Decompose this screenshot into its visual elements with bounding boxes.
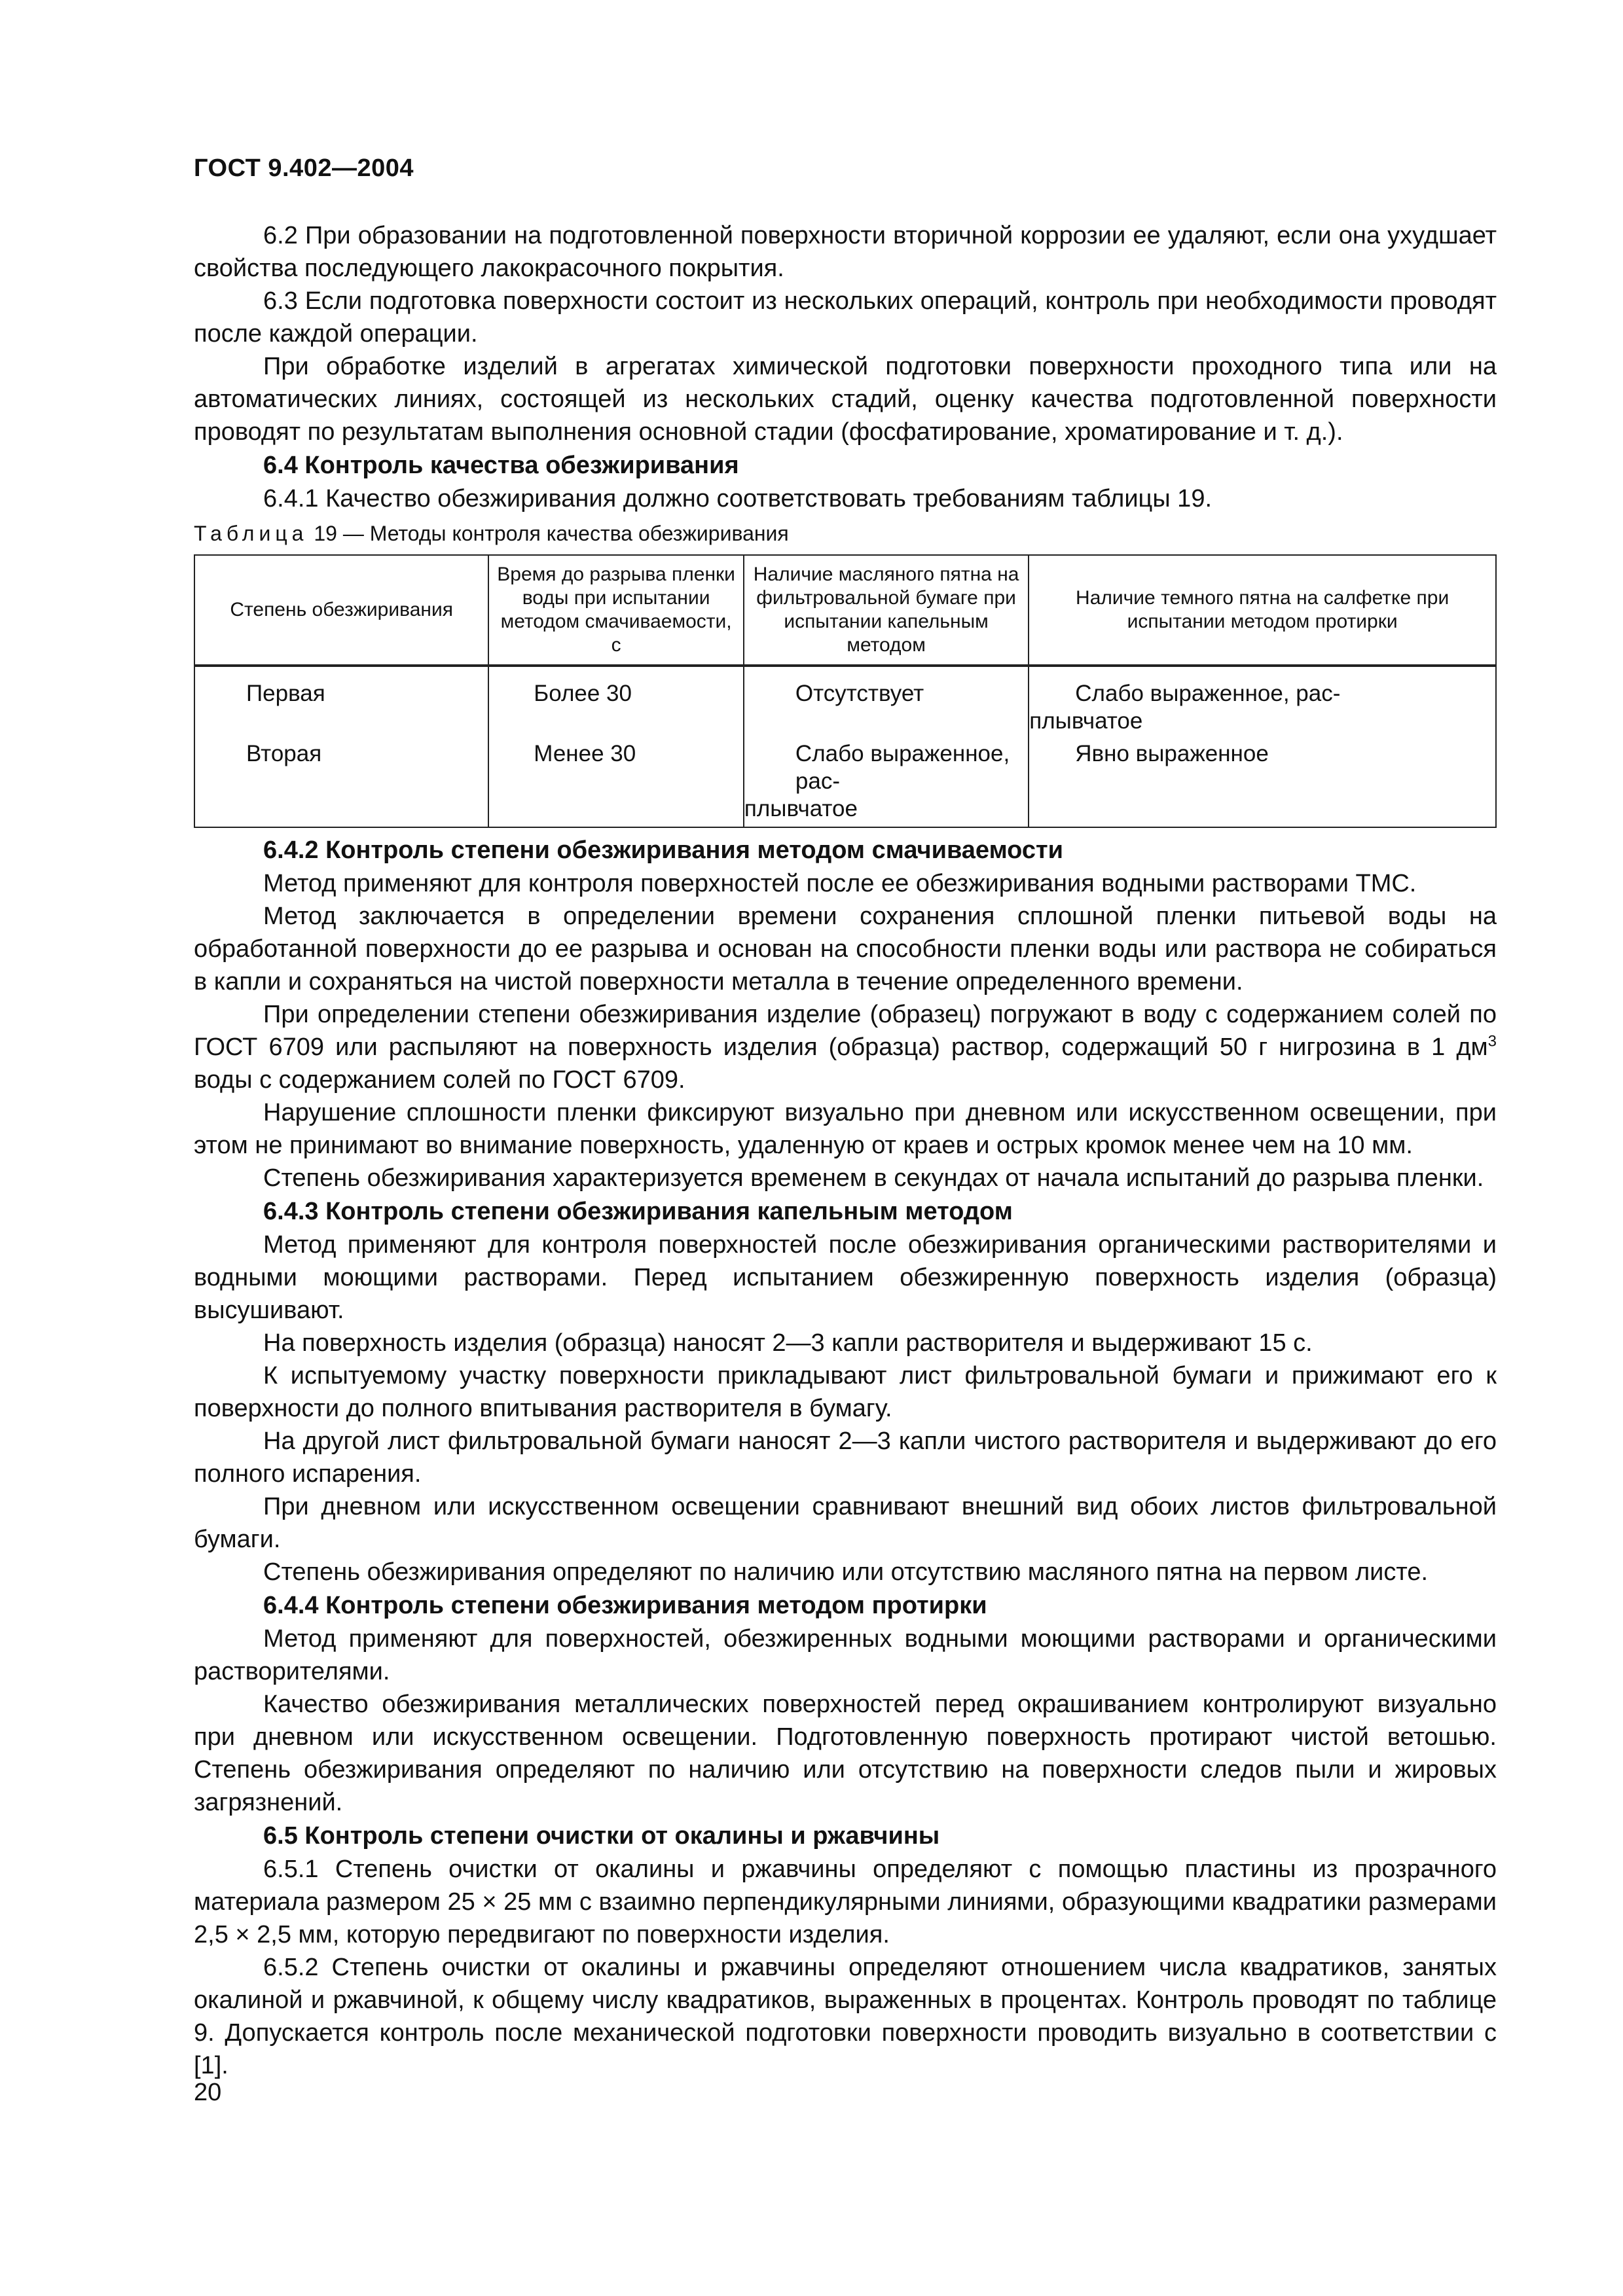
table-cell: Отсутствует [744, 666, 1029, 735]
table-cell-line: Слабо выраженное, рас- [795, 741, 1010, 794]
paragraph-nigrozin [194, 998, 1497, 1096]
text-run: При определении степени обезжиривания изделие (образец) погружают в воду с содержанием солей по ГОСТ 6709 или распыляют на поверхность изделия (образца) раствор, содержащий 50 г нигрозина в 1 дм [194, 1001, 1497, 1061]
paragraph: Качество обезжиривания металлических поверхностей перед окрашиванием контролируют визуально при дневном или искусственном освещении. Подготовленную поверхность протирают чистой ветошью. Степень обезжиривания определяют по наличию или отсутствию на поверхности следов пыли и жировых загрязнений. [194, 1691, 1497, 1816]
table-cell: Первая [194, 666, 488, 735]
paragraph: Нарушение сплошности пленки фиксируют визуально при дневном или искусственном освещении, при этом не принимают во внимание поверхность, удаленную от краев и острых кромок менее чем на 10 мм. [194, 1099, 1497, 1159]
table-cell: Явно выраженное [1029, 735, 1496, 827]
table-cell [744, 735, 1029, 827]
paragraph: На другой лист фильтровальной бумаги наносят 2—3 капли чистого растворителя и выдерживают до его полного испарения. [194, 1427, 1497, 1488]
page-number: 20 [194, 2079, 222, 2106]
section-heading-6-4: 6.4 Контроль качества обезжиривания [263, 452, 739, 479]
paragraph-6-3: 6.3 Если подготовка поверхности состоит из нескольких операций, контроль при необходимости проводят после каждой операции. [194, 287, 1497, 348]
table-19 [194, 554, 1497, 828]
table-header-row [194, 555, 1496, 666]
table-cell: Менее 30 [488, 735, 744, 827]
page [194, 154, 1497, 2082]
superscript: 3 [1487, 1032, 1497, 1050]
section-heading-6-5: 6.5 Контроль степени очистки от окалины и ржавчины [263, 1822, 940, 1850]
table-header-cell: Степень обезжиривания [194, 555, 488, 666]
table-row [194, 735, 1496, 827]
table-cell-line: плывчатое [744, 796, 858, 821]
paragraph: Степень обезжиривания характеризуется временем в секундах от начала испытаний до разрыва пленки. [263, 1164, 1484, 1192]
table-header-cell: Время до разрыва пленки воды при испытании методом смачиваемости, с [488, 555, 744, 666]
table-cell: Вторая [194, 735, 488, 827]
paragraph-agregaty: При обработке изделий в агрегатах химической подготовки поверхности проходного типа или на автоматических линиях, состоящей из нескольких стадий, оценку качества подготовленной поверхности проводят по результатам выполнения основной стадии (фосфатирование, хроматирование и т. д.). [194, 353, 1497, 446]
table-cell-line: Слабо выраженное, рас- [1075, 681, 1341, 706]
table-caption [194, 516, 1497, 550]
table-cell: Более 30 [488, 666, 744, 735]
paragraph-6-2: 6.2 При образовании на подготовленной поверхности вторичной коррозии ее удаляют, если она ухудшает свойства последующего лакокрасочного покрытия. [194, 222, 1497, 282]
section-heading-6-4-4: 6.4.4 Контроль степени обезжиривания методом протирки [263, 1592, 987, 1619]
paragraph: На поверхность изделия (образца) наносят 2—3 капли растворителя и выдерживают 15 с. [263, 1329, 1313, 1357]
table-cell [1029, 666, 1496, 735]
paragraph: Метод применяют для контроля поверхностей после ее обезжиривания водными растворами ТМС. [263, 870, 1417, 897]
table-cell-line: плывчатое [1029, 708, 1143, 734]
table-header-cell: Наличие масляного пятна на фильтровальной бумаге при испытании капельным методом [744, 555, 1029, 666]
paragraph-6-5-2: 6.5.2 Степень очистки от окалины и ржавчины определяют отношением числа квадратиков, занятых окалиной и ржавчиной, к общему числу квадратиков, выраженных в процентах. Контроль проводят по таблице 9. Допускается контроль после механической подготовки поверхности проводить визуально в соответствии с [1]. [194, 1954, 1497, 2079]
section-heading-6-4-2: 6.4.2 Контроль степени обезжиривания методом смачиваемости [263, 836, 1063, 864]
section-heading-6-4-3: 6.4.3 Контроль степени обезжиривания капельным методом [263, 1198, 1013, 1225]
table-header-cell: Наличие темного пятна на салфетке при испытании методом протирки [1029, 555, 1496, 666]
document-header: ГОСТ 9.402—2004 [194, 154, 414, 182]
text-run: воды с содержанием солей по ГОСТ 6709. [194, 1066, 685, 1094]
paragraph-6-4-1: 6.4.1 Качество обезжиривания должно соответствовать требованиям таблицы 19. [263, 485, 1213, 512]
paragraph: Степень обезжиривания определяют по наличию или отсутствию масляного пятна на первом листе. [263, 1558, 1429, 1586]
paragraph: Метод применяют для контроля поверхностей после обезжиривания органическими растворителями и водными моющими растворами. Перед испытанием обезжиренную поверхность изделия (образца) высушивают. [194, 1231, 1497, 1324]
table-row [194, 666, 1496, 735]
table-caption-title: 19 — Методы контроля качества обезжиривания [308, 522, 789, 545]
paragraph-6-5-1: 6.5.1 Степень очистки от окалины и ржавчины определяют с помощью пластины из прозрачного материала размером 25 × 25 мм с взаимно перпендикулярными линиями, образующими квадратики размерами 2,5 × 2,5 мм, которую передвигают по поверхности изделия. [194, 1856, 1497, 1948]
paragraph: При дневном или искусственном освещении сравнивают внешний вид обоих листов фильтровальной бумаги. [194, 1493, 1497, 1553]
paragraph: Метод применяют для поверхностей, обезжиренных водными моющими растворами и органическими растворителями. [194, 1625, 1497, 1685]
paragraph: Метод заключается в определении времени сохранения сплошной пленки питьевой воды на обработанной поверхности до ее разрыва и основан на способности пленки воды или раствора не собираться в капли и сохраняться на чистой поверхности металла в течение определенного времени. [194, 903, 1497, 996]
paragraph: К испытуемому участку поверхности прикладывают лист фильтровальной бумаги и прижимают его к поверхности до полного впитывания растворителя в бумагу. [194, 1362, 1497, 1422]
table-caption-word: Таблица [194, 522, 308, 545]
